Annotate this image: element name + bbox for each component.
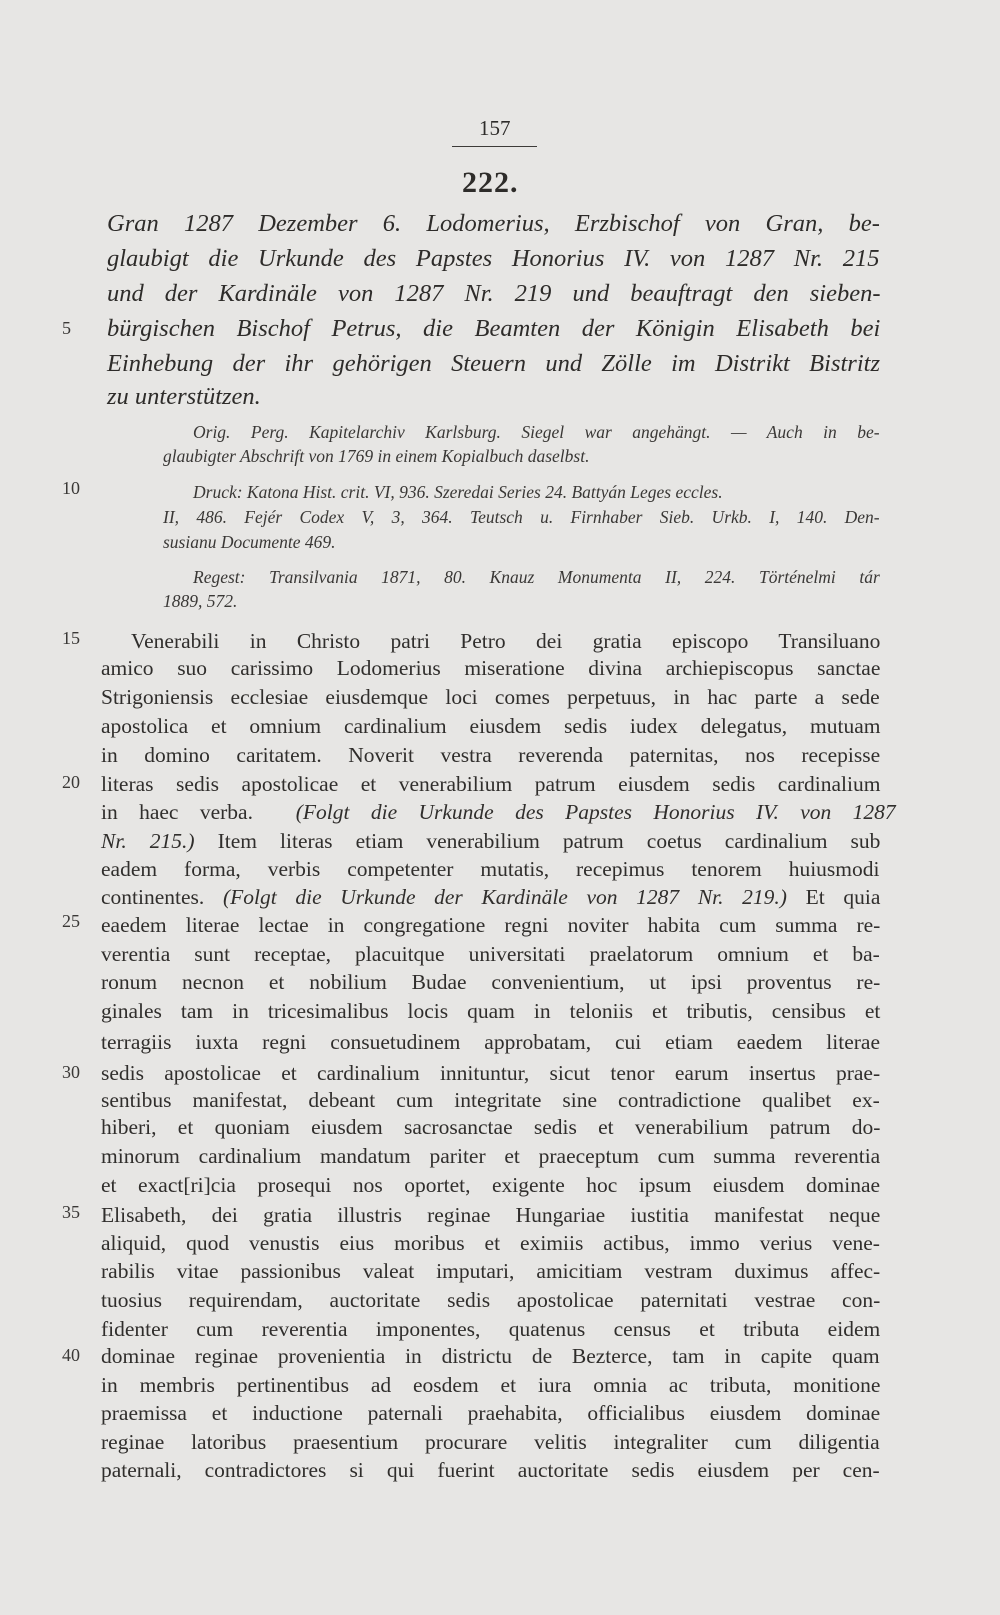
text-line: et exact[ri]cia prosequi nos oportet, exigente hoc ipsum eiusdem dominae — [101, 1173, 881, 1197]
text-line: in domino caritatem. Noverit vestra reverenda paternitas, nos recepisse — [101, 743, 881, 767]
text-line: dominae reginae provenientia in districtu de Bezterce, tam in capite quam — [101, 1344, 880, 1368]
text-line: ronum necnon et nobilium Budae convenientium, ut ipsi proventus re- — [101, 970, 881, 994]
line-number: 5 — [62, 318, 71, 338]
text-line: praemissa et inductione paternali praehabita, officialibus eiusdem dominae — [101, 1401, 881, 1425]
text-line: reginae latoribus praesentium procurare velitis integraliter cum diligentia — [101, 1430, 880, 1454]
line-number: 40 — [62, 1345, 80, 1365]
text-line: terragiis iuxta regni consuetudinem approbatam, cui etiam eaedem literae — [101, 1030, 881, 1054]
text-line: amico suo carissimo Lodomerius miseratione divina archiepiscopus sanctae — [101, 656, 881, 680]
line-number: 25 — [62, 911, 80, 931]
regest-line: Gran 1287 Dezember 6. Lodomerius, Erzbischof von Gran, be- — [107, 210, 880, 237]
regest-line: und der Kardinäle von 1287 Nr. 219 und beauftragt den sieben- — [107, 280, 881, 307]
text-line: minorum cardinalium mandatum pariter et praeceptum cum summa reverentia — [101, 1144, 881, 1168]
text-line: eaedem literae lectae in congregatione regni noviter habita cum summa re- — [101, 913, 881, 937]
text-segment: Item literas etiam venerabilium patrum coetus cardinalium sub — [217, 829, 881, 853]
text-line: ginales tam in tricesimalibus locis quam in teloniis et tributis, censibus et — [101, 999, 881, 1023]
text-line: sedis apostolicae et cardinalium innituntur, sicut tenor earum insertus prae- — [101, 1061, 881, 1085]
text-line: in membris pertinentibus ad eosdem et iura omnia ac tributa, monitione — [101, 1373, 881, 1397]
text-line: fidenter cum reverentia imponentes, quatenus census et tributa eidem — [101, 1317, 881, 1341]
note-orig-line: Orig. Perg. Kapitelarchiv Karlsburg. Siegel war angehängt. — Auch in be- — [193, 422, 880, 442]
note-druck-line: II, 486. Fejér Codex V, 3, 364. Teutsch u. Firnhaber Sieb. Urkb. I, 140. Den- — [163, 507, 880, 527]
text-line — [101, 800, 896, 825]
line-number: 15 — [62, 628, 80, 648]
editorial-note: Nr. 215.) — [101, 829, 195, 853]
page-number: 157 — [479, 116, 511, 140]
text-line: eadem forma, verbis competenter mutatis, recepimus tenorem huiusmodi — [101, 857, 880, 881]
text-segment: in haec verba. — [101, 800, 253, 824]
text-line: literas sedis apostolicae et venerabilium patrum eiusdem sedis cardinalium — [101, 772, 881, 796]
text-line: tuosius requirendam, auctoritate sedis apostolicae paternitati vestrae con- — [101, 1288, 881, 1312]
note-regest-line: Regest: Transilvania 1871, 80. Knauz Monumenta II, 224. Történelmi tár — [193, 567, 880, 587]
text-segment: Et quia — [805, 885, 881, 909]
text-line: Elisabeth, dei gratia illustris reginae Hungariae iustitia manifestat neque — [101, 1203, 881, 1227]
text-line: apostolica et omnium cardinalium eiusdem sedis iudex delegatus, mutuam — [101, 714, 881, 738]
line-number: 35 — [62, 1202, 80, 1222]
text-segment: continentes. — [101, 885, 205, 909]
editorial-note: (Folgt die Urkunde der Kardinäle von 1287 Nr. 219.) — [222, 885, 787, 909]
note-druck-line: Druck: Katona Hist. crit. VI, 936. Szeredai Series 24. Battyán Leges eccles. — [193, 482, 723, 502]
text-line: sentibus manifestat, debeant cum integritate sine contradictione qualibet ex- — [101, 1088, 880, 1112]
line-number: 10 — [62, 478, 80, 498]
text-line: verentia sunt receptae, placuitque universitati praelatorum omnium et ba- — [101, 942, 880, 966]
regest-line: Einhebung der ihr gehörigen Steuern und Zölle im Distrikt Bistritz — [107, 350, 880, 377]
text-line: rabilis vitae passionibus valeat imputari, amicitiam vestram duximus affec- — [101, 1259, 881, 1283]
note-druck-line: susianu Documente 469. — [163, 532, 336, 552]
document-number: 222. — [462, 166, 519, 199]
line-number: 20 — [62, 772, 80, 792]
text-line — [101, 885, 880, 910]
text-line: Venerabili in Christo patri Petro dei gratia episcopo Transiluano — [131, 629, 881, 653]
text-line: Strigoniensis ecclesiae eiusdemque loci comes perpetuus, in hac parte a sede — [101, 685, 880, 709]
regest-line: glaubigt die Urkunde des Papstes Honorius IV. von 1287 Nr. 215 — [107, 245, 880, 272]
line-number: 30 — [62, 1062, 80, 1082]
text-line: hiberi, et quoniam eiusdem sacrosanctae sedis et venerabilium patrum do- — [101, 1115, 881, 1139]
note-orig-line: glaubigter Abschrift von 1769 in einem Kopialbuch daselbst. — [163, 446, 590, 466]
text-line: aliquid, quod venustis eius moribus et eximiis actibus, immo verius vene- — [101, 1231, 880, 1255]
page-number-rule — [452, 146, 537, 147]
text-line — [101, 829, 880, 854]
text-line: paternali, contradictores si qui fuerint auctoritate sedis eiusdem per cen- — [101, 1458, 880, 1482]
regest-line: zu unterstützen. — [107, 383, 261, 410]
regest-line: bürgischen Bischof Petrus, die Beamten der Königin Elisabeth bei — [107, 315, 881, 342]
editorial-note: (Folgt die Urkunde des Papstes Honorius IV. von 1287 — [295, 800, 896, 824]
note-regest-line: 1889, 572. — [163, 591, 238, 611]
